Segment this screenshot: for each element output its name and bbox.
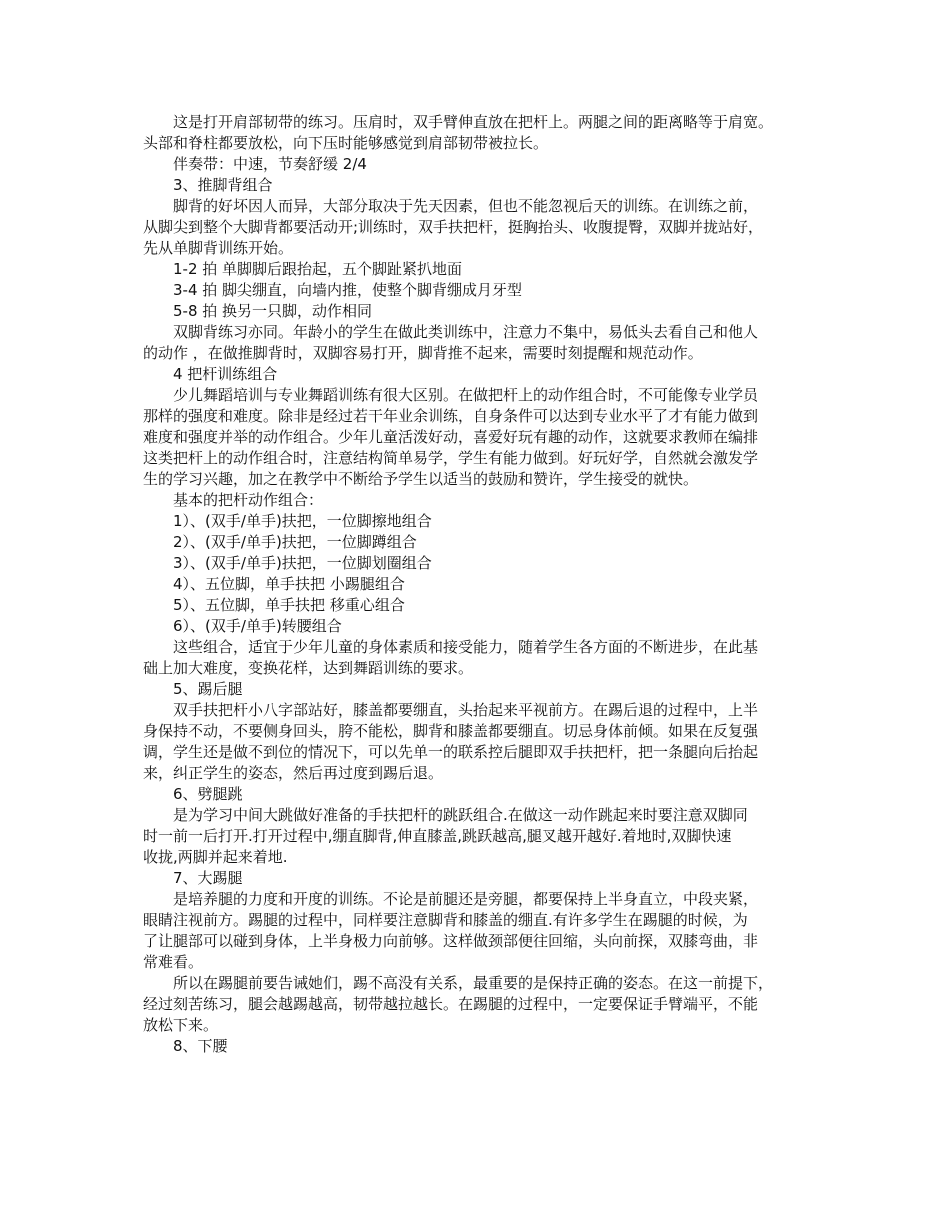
text-line: 8、下腰: [173, 1037, 228, 1055]
text-line: 难度和强度并举的动作组合。少年儿童活泼好动，喜爱好玩有趣的动作，这就要求教师在编排: [143, 428, 759, 446]
text-line: 这是打开肩部韧带的练习。压肩时，双手臂伸直放在把杆上。两腿之间的距离略等于肩宽。: [173, 113, 774, 131]
text-line: 4 把杆训练组合: [173, 365, 278, 383]
text-line: 脚背的好坏因人而异，大部分取决于先天因素，但也不能忽视后天的训练。在训练之前，: [173, 197, 759, 215]
text-line: 基本的把杆动作组合：: [173, 491, 324, 509]
text-line: 5）、五位脚，单手扶把 移重心组合: [173, 596, 405, 614]
text-line: 3、推脚背组合: [173, 176, 273, 194]
text-line: 少儿舞蹈培训与专业舞蹈训练有很大区别。在做把杆上的动作组合时，不可能像专业学员: [173, 386, 759, 404]
text-line: 7、大踢腿: [173, 869, 243, 887]
text-line: 2）、(双手/单手)扶把，一位脚蹲组合: [173, 533, 417, 551]
text-line: 生的学习兴趣，加之在教学中不断给予学生以适当的鼓励和赞许，学生接受的就快。: [143, 470, 699, 488]
document-body: [143, 112, 824, 1057]
text-line: 是为学习中间大跳做好准备的手扶把杆的跳跃组合.在做这一动作跳起来时要注意双脚同: [173, 806, 748, 824]
text-line: 3）、(双手/单手)扶把，一位脚划圈组合: [173, 554, 432, 572]
text-line: 这类把杆上的动作组合时，注意结构简单易学，学生有能力做到。好玩好学，自然就会激发学: [143, 449, 759, 467]
text-line: 身保持不动，不要侧身回头，胯不能松，脚背和膝盖都要绷直。切忌身体前倾。如果在反复强: [143, 722, 759, 740]
text-line: 时一前一后打开.打开过程中,绷直脚背,伸直膝盖,跳跃越高,腿叉越开越好.着地时,双脚快速: [143, 827, 732, 845]
text-line: 来，纠正学生的姿态，然后再过度到踢后退。: [143, 764, 444, 782]
text-line: 放松下来。: [143, 1016, 219, 1034]
text-line: 础上加大难度，变换花样，达到舞蹈训练的要求。: [143, 659, 474, 677]
text-line: 5、踢后腿: [173, 680, 243, 698]
text-line: 5-8 拍 换另一只脚，动作相同: [173, 302, 373, 320]
text-line: 这些组合，适宜于少年儿童的身体素质和接受能力，随着学生各方面的不断进步，在此基: [173, 638, 759, 656]
text-line: 经过刻苦练习，腿会越踢越高，韧带越拉越长。在踢腿的过程中，一定要保证手臂端平，不能: [143, 995, 759, 1013]
text-line: 调，学生还是做不到位的情况下，可以先单一的联系控后腿即双手扶把杆，把一条腿向后抬起: [143, 743, 759, 761]
text-line: 双手扶把杆小八字部站好，膝盖都要绷直，头抬起来平视前方。在踢后退的过程中，上半: [173, 701, 759, 719]
text-line: 1）、(双手/单手)扶把，一位脚擦地组合: [173, 512, 432, 530]
text-line: 6、劈腿跳: [173, 785, 243, 803]
text-line: 双脚背练习亦同。年龄小的学生在做此类训练中，注意力不集中，易低头去看自己和他人: [173, 323, 759, 341]
text-line: 头部和脊柱都要放松，向下压时能够感觉到肩部韧带被拉长。: [143, 134, 549, 152]
text-line: 眼睛注视前方。踢腿的过程中，同样要注意脚背和膝盖的绷直.有许多学生在踢腿的时候，为: [143, 911, 748, 929]
text-line: 了让腿部可以碰到身体，上半身极力向前够。这样做颈部便往回缩，头向前探，双膝弯曲，非: [143, 932, 759, 950]
text-line: 伴奏带：中速，节奏舒缓 2/4: [173, 155, 367, 173]
text-line: 先从单脚背训练开始。: [143, 239, 294, 257]
text-line: 的动作 ，在做推脚背时，双脚容易打开，脚背推不起来，需要时刻提醒和规范动作。: [143, 344, 703, 362]
text-line: 那样的强度和难度。除非是经过若干年业余训练，自身条件可以达到专业水平了才有能力做到: [143, 407, 759, 425]
text-line: 3-4 拍 脚尖绷直，向墙内推，使整个脚背绷成月牙型: [173, 281, 523, 299]
text-line: 所以在踢腿前要告诫她们，踢不高没有关系，最重要的是保持正确的姿态。在这一前提下，: [173, 974, 774, 992]
text-line: 从脚尖到整个大脚背都要活动开;训练时，双手扶把杆，挺胸抬头、收腹提臀，双脚并拢站好，: [143, 218, 764, 236]
text-line: 4）、五位脚，单手扶把 小踢腿组合: [173, 575, 405, 593]
text-line: 常难看。: [143, 953, 204, 971]
text-line: 1-2 拍 单脚脚后跟抬起，五个脚趾紧扒地面: [173, 260, 463, 278]
text-line: 是培养腿的力度和开度的训练。不论是前腿还是旁腿，都要保持上半身直立，中段夹紧，: [173, 890, 759, 908]
text-line: 收拢,两脚并起来着地.: [143, 848, 288, 866]
text-line: 6）、(双手/单手)转腰组合: [173, 617, 342, 635]
